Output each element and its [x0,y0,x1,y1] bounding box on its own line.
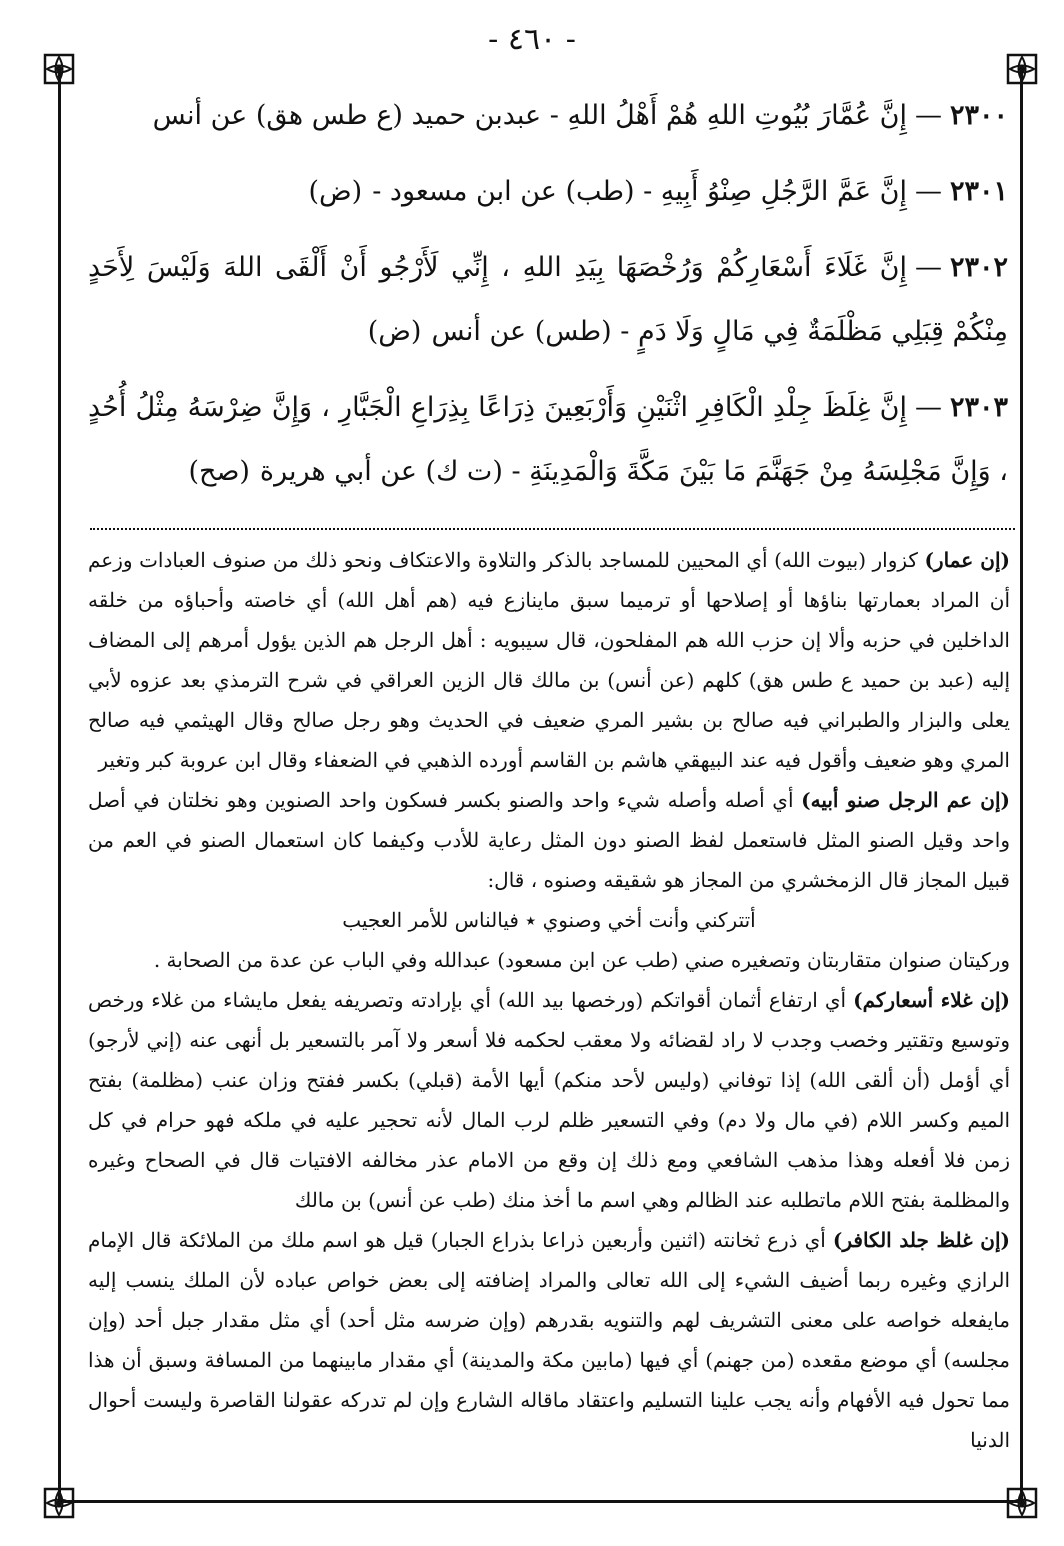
commentary-paragraph [88,940,1010,980]
hadith-entry [88,160,1008,224]
hadith-entry [88,376,1008,504]
frame-bottom-border [58,1500,1024,1503]
commentary-text: أي ارتفاع أثمان أقواتكم (ورخصها بيد الله) أي بإرادته وتصريفه يفعل مايشاء من غلاء ورخص وتوسيع وتقتير وخصب وجدب لا راد لقضائه ولا معقب لحكمه فلا أسعر ولا آمر بالتسعير بل أنهى عنه (إني لأرجو) أي أؤمل (أن ألقى الله) إذا توفاني (وليس لأحد منكم) أيها الأمة (قبلي) بكسر ففتح وزان عنب (مظلمة) بفتح الميم وكسر اللام (في مال ولا دم) وفي التسعير ظلم لرب المال لأنه تحجير عليه في ملكه فهو حرام في كل زمن فلا أفعله وهذا مذهب الشافعي ومع ذلك إن وقع من الامام عذر مخالفه الافتيات قال في الصحاح وغيره والمظلمة بفتح اللام ماتطلبه عند الظالم وهي اسم ما أخذ منك (طب عن أنس) بن مالك [88,988,1010,1212]
hadith-number: ٢٣٠١ [949,176,1008,207]
commented-phrase: (إن غلاء أسعاركم) [853,988,1010,1012]
hadith-number: ٢٣٠٣ [949,392,1008,423]
commentary-text: وركيتان صنوان متقاربتان وتصغيره صني (طب عن ابن مسعود) عبدالله وفي الباب عن عدة من الصحابة . [153,948,1010,972]
commentary-text: أي ذرع ثخانته (اثنين وأربعين ذراعا بذراع الجبار) قيل هو اسم ملك من الملائكة قال الإمام الرازي وغيره ربما أضيف الشيء إلى الله تعالى والمراد إضافته إلى بعض خواص عباده لأن الملك ينسب إليه مايفعله خواصه على معنى التشريف لهم والتنويه بقدرهم (وإن ضرسه مثل أحد) أي مثل مقدار جبل أحد (وإن مجلسه) أي موضع مقعده (من جهنم) أي فيها (مابين مكة والمدينة) أي مقدار مابينهما من المسافة وسبق أن هذا مما تحول فيه الأفهام وأنه يجب علينا التسليم واعتقاد ماقاله الشارع وإن لم تدركه عقولنا القاصرة وليست أحوال الدنيا [88,1228,1010,1452]
dash: — [914,176,942,207]
dash: — [914,392,942,423]
hadith-text: إِنَّ غَلَاءَ أَسْعَارِكُمْ وَرُخْصَهَا بِيَدِ اللهِ ، إِنِّي لَأَرْجُو أَنْ أَلْقَى اللهَ وَلَيْسَ لِأَحَدٍ مِنْكُمْ قِبَلِي مَظْلَمَةٌ فِي مَالٍ وَلَا دَمٍ - (طس) عن أنس [88,252,1008,347]
hadith-text: إِنَّ عَمَّ الرَّجُلِ صِنْوُ أَبِيهِ - (طب) عن ابن مسعود - [372,176,907,207]
dotted-divider [90,528,1015,530]
poem-verse: أتتركني وأنت أخي وصنوي ٭ فيالناس للأمر العجيب [342,908,756,932]
grading-label: (ض) [367,316,422,347]
commentary-section [88,540,1010,1460]
grading-label: (صح) [188,456,250,487]
floral-corner-ornament-icon [1005,52,1039,86]
hadith-text: إِنَّ غِلَظَ جِلْدِ الْكَافِرِ اثْنَيْنِ وَأَرْبَعِينَ ذِرَاعًا بِذِرَاعِ الْجَبَّارِ ، وَإِنَّ ضِرْسَهُ مِثْلُ أُحُدٍ ، وَإِنَّ مَجْلِسَهُ مِنْ جَهَنَّمَ مَا بَيْنَ مَكَّةَ وَالْمَدِينَةِ - (ت ك) عن أبي هريرة [88,392,1008,487]
commented-phrase: (إن عم الرجل صنو أبيه) [801,788,1010,812]
dash: — [914,252,942,283]
commentary-text: كزوار (بيوت الله) أي المحيين للمساجد بالذكر والتلاوة والاعتكاف ونحو ذلك من صنوف العبادات وزعم أن المراد بعمارتها بناؤها أو إصلاحها أو ترميما سبق ماينازع فيه (هم أهل الله) أي خاصته وأحباؤه من خلقه الداخلين في حزبه وألا إن حزب الله هم المفلحون، قال سيبويه : أهل الرجل هم الذين يؤول أمرهم إلى المضاف إليه (عبد بن حميد ع طس هق) كلهم (عن أنس) بن مالك قال الزين العراقي في شرح الترمذي بعد عزوه لأبي يعلى والبزار والطبراني فيه صالح بن بشير المري ضعيف في الحديث وهو رجل صالح وقال الهيثمي فيه صالح المري وهو ضعيف وأقول فيه عند البيهقي هاشم بن القاسم أورده الذهبي في الضعفاء وقال ابن عروبة كبر وتغير [88,548,1010,772]
frame-left-border [58,68,61,1506]
commentary-paragraph [88,540,1010,780]
grading-label: (ض) [308,176,363,207]
hadith-entry [88,84,1008,148]
commented-phrase: (إن عمار) [924,548,1010,572]
dash: — [914,100,942,131]
floral-corner-ornament-icon [42,1486,76,1520]
frame-right-border [1020,68,1023,1506]
commentary-text: أي أصله وأصله شيء واحد والصنو بكسر فسكون واحد الصنوين وهو نخلتان في أصل واحد وقيل الصنو المثل فاستعمل لفظ الصنو دون المثل رعاية للأدب وكيفما كان استعمال الصنو في العم من قبيل المجاز قال الزمخشري من المجاز هو شقيقه وصنوه ، قال: [88,788,1010,892]
hadith-list [88,84,1008,516]
hadith-number: ٢٣٠٢ [949,252,1008,283]
hadith-text: إِنَّ عُمَّارَ بُيُوتِ اللهِ هُمْ أَهْلُ اللهِ - عبدبن حميد (ع طس هق) عن أنس [152,100,907,131]
commentary-paragraph [88,780,1010,900]
page-number: - ٤٦٠ - [488,22,576,57]
hadith-number: ٢٣٠٠ [949,100,1008,131]
commentary-paragraph [88,980,1010,1220]
hadith-entry [88,236,1008,364]
floral-corner-ornament-icon [42,52,76,86]
commentary-paragraph [88,1220,1010,1460]
floral-corner-ornament-icon [1005,1486,1039,1520]
commented-phrase: (إن غلظ جلد الكافر) [832,1228,1010,1252]
